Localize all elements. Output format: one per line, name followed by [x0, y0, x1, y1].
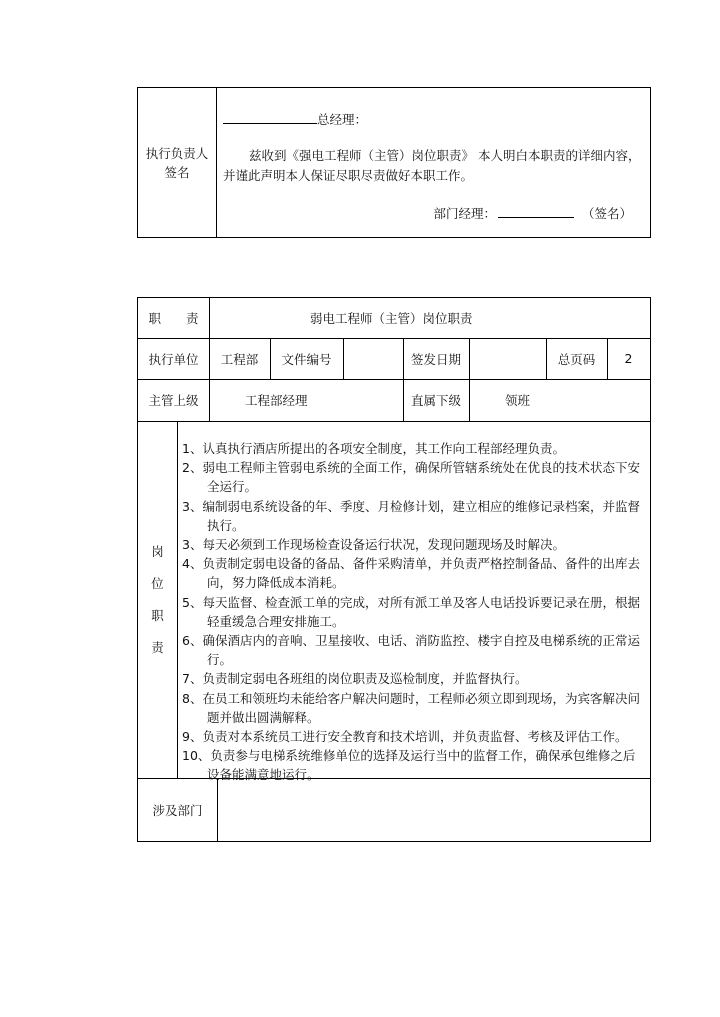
duty-item: 3、每天必须到工作现场检查设备运行状况，发现问题现场及时解决。 — [182, 537, 565, 553]
duty-item: 3、编制弱电系统设备的年、季度、月检修计划，建立相应的维修记录档案，并监督执行。 — [182, 498, 640, 533]
total-pages-value: 2 — [624, 351, 633, 366]
duty-item: 5、每天监督、检查派工单的完成，对所有派工单及客人电话投诉要记录在册，根据轻重缓急合理安排施工。 — [182, 594, 640, 629]
general-manager-signature-blank[interactable] — [223, 111, 317, 124]
position-duty-char: 位 — [151, 575, 164, 591]
row-divider — [138, 379, 650, 380]
dept-manager-signature-blank[interactable] — [498, 205, 574, 218]
total-pages-label: 总页码 — [557, 351, 596, 367]
dept-manager-label: 部门经理： — [433, 206, 496, 221]
general-manager-line — [223, 110, 367, 128]
statement-text: 兹收到《强电工程师（主管）岗位职责》 本人明白本职责的详细内容，并谨此声明本人保证尽职尽责做好本职工作。 — [223, 148, 641, 183]
superior-label: 主管上级 — [148, 393, 199, 408]
unit-label: 执行单位 — [148, 351, 199, 367]
duty-item: 1、认真执行酒店所提出的各项安全制度，其工作向工程部经理负责。 — [182, 441, 565, 456]
duty-item: 6、确保酒店内的音响、卫星接收、电话、消防监控、楼宇自控及电梯系统的正常运行。 — [182, 633, 640, 668]
duty-item: 2、弱电工程师主管弱电系统的全面工作，确保所管辖系统处在优良的技术状态下安全运行。 — [182, 460, 640, 495]
sign-note: （签名） — [581, 206, 632, 221]
signature-table — [137, 87, 651, 238]
related-dept-label: 涉及部门 — [152, 802, 203, 818]
duty-item: 10、负责参与电梯系统维修单位的选择及运行当中的监督工作，确保承包维修之后设备能满意地运行。 — [182, 748, 636, 783]
position-duty-char: 职 — [151, 607, 164, 623]
unit-value: 工程部 — [220, 351, 259, 367]
subordinate-label: 直属下级 — [410, 393, 461, 408]
position-duty-label — [138, 421, 177, 778]
duty-list — [182, 439, 642, 785]
duty-table — [137, 297, 651, 842]
general-manager-label: 总经理： — [317, 112, 368, 127]
row-divider — [138, 421, 650, 422]
related-dept-value[interactable] — [217, 778, 650, 841]
col-divider — [209, 298, 210, 338]
doc-no-value[interactable] — [343, 338, 403, 379]
superior-value: 工程部经理 — [245, 393, 308, 408]
statement-paragraph — [223, 146, 643, 186]
col-divider — [177, 421, 178, 778]
duty-item: 4、负责制定弱电设备的备品、备件采购清单，并负责严格控制备品、备件的出库去向，努力降低成本消耗。 — [182, 556, 640, 591]
col-divider — [209, 379, 210, 421]
signature-label-line2: 签名 — [164, 164, 190, 180]
issue-date-value[interactable] — [469, 338, 546, 379]
subordinate-value: 领班 — [505, 393, 531, 408]
dept-manager-line — [433, 204, 632, 222]
duty-item: 9、负责对本系统员工进行安全教育和技术培训，并负责监督、考核及评估工作。 — [182, 729, 628, 745]
issue-date-label: 签发日期 — [410, 351, 461, 367]
signature-label-cell — [138, 88, 217, 237]
col-divider — [469, 379, 470, 421]
duty-item: 7、负责制定弱电各班组的岗位职责及巡检制度，并监督执行。 — [182, 671, 528, 687]
duty-label: 职 责 — [148, 311, 199, 326]
position-duty-char: 岗 — [151, 543, 164, 559]
signature-label-line1: 执行负责人 — [145, 145, 209, 161]
position-duty-char: 责 — [151, 639, 164, 655]
doc-no-label: 文件编号 — [281, 351, 332, 367]
duty-title: 弱电工程师（主管）岗位职责 — [310, 311, 473, 326]
duty-item: 8、在员工和领班均未能给客户解决问题时，工程师必须立即到现场，为宾客解决问题并做出圆满解释。 — [182, 690, 640, 725]
